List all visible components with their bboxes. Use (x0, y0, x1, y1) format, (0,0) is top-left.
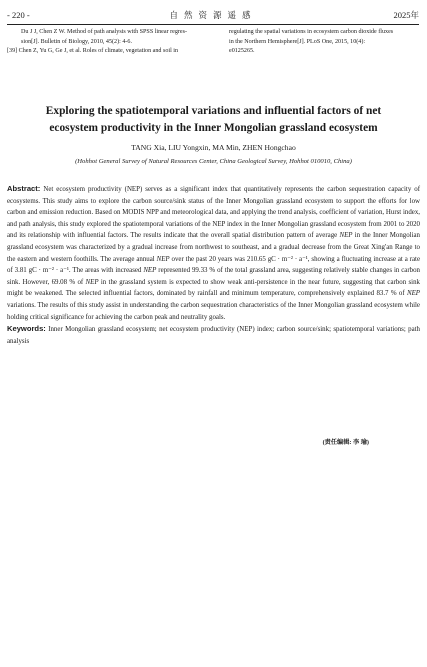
article-title (10, 103, 417, 136)
author-affiliation: (Hohhot General Survey of Natural Resources Center, China Geological Survey, Hohhot 010010, China) (75, 158, 352, 165)
page-number: - 220 - (7, 10, 30, 20)
journal-year: 2025年 (393, 10, 419, 20)
header-rule (7, 24, 419, 25)
running-header (7, 8, 419, 22)
title-line: Exploring the spatiotemporal variations and influential factors of net (45, 105, 382, 117)
reference-column-right (229, 28, 425, 57)
reference-line: e0125265. (229, 48, 255, 55)
author-list: TANG Xia, LIU Yongxin, MA Min, ZHEN Hongchao (131, 143, 296, 152)
reference-line: in the Northern Hemisphere[J]. PLoS One, 2015, 10(4): (229, 38, 366, 45)
reference-column-left (7, 28, 212, 57)
keywords-label: Keywords: (7, 324, 46, 334)
reference-line: sion[J]. Bulletin of Biology, 2010, 45(2): 4-6. (21, 38, 132, 45)
abstract-paragraph: Abstract: Net ecosystem productivity (NEP) serves as a significant index that quantitatively represents the carbon sequestration capacity of ecosystems. This study aims to explore the carbon source/sink status of the Inner Mongolian grassland ecosystem to support the efforts for low carbon and emission reduction. Based on MODIS NPP and meteorological data, and applying the trend analysis, coefficient of variation, Hurst index, and path analysis, this study explored the spatiotemporal variations of the NEP index in the Inner Mongolian grassland ecosystem from 2001 to 2020 and its relationship with influential factors. The results indicate that the overall spatial distribution pattern of average NEP in the Inner Mongolian grassland ecosystem was characterized by a gradual increase from northwest to southeast, and a gradual decrease from the Great Xing'an Range to the eastern and western foothills. The average annual NEP over the past 20 years was 210.65 gC · m⁻² · a⁻¹, showing a fluctuating increase at a rate of 3.81 gC · m⁻² · a⁻¹. The areas with increased NEP represented 99.33 % of the total grassland area, suggesting relatively stable changes in carbon sink. However, 69.08 % of NEP in the grassland system is expected to show weak anti-persistence in the near future, suggesting that carbon sink might be weakened. The selected influential factors, dominated by rainfall and minimum temperature, comprehensively explained 83.7 % of NEP variations. The results of this study assist in understanding the carbon sequestration characteristics of the Inner Mongolian grassland ecosystem while holding critical significance for achieving the carbon peak and neutrality goals. (7, 184, 421, 321)
title-line: ecosystem productivity in the Inner Mongolian grassland ecosystem (49, 121, 378, 134)
english-abstract (7, 183, 420, 347)
abstract-label: Abstract: (7, 184, 41, 193)
reference-line: [39] Chen Z, Yu G, Ge J, et al. Roles of climate, vegetation and soil in (7, 48, 179, 55)
keywords-text: Inner Mongolian grassland ecosystem; net ecosystem productivity (NEP) index; carbon source/sink; spatiotemporal variations; path analysis (7, 326, 420, 345)
journal-name: 自然资源遥感 (169, 10, 257, 20)
reference-line: regulating the spatial variations in ecosystem carbon dioxide fluxes (229, 29, 394, 35)
keywords-paragraph (7, 323, 420, 347)
responsible-editor: (责任编辑: 李 瑜) (322, 439, 369, 446)
reference-line: Du J J, Chen Z W. Method of path analysis with SPSS linear regres- (21, 29, 188, 35)
